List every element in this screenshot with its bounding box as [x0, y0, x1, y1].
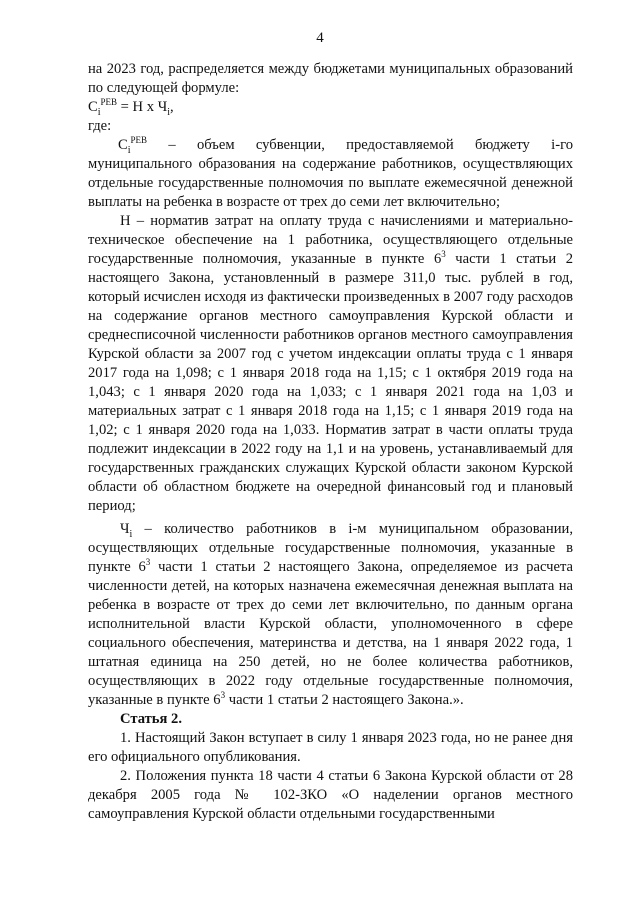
- definition-c: [88, 136, 573, 212]
- def-ch-part3: части 1 статьи 2 настоящего Закона.».: [225, 692, 464, 708]
- where-label: где:: [88, 118, 112, 134]
- def-n-part2: части 1 статьи 2 настоящего Закона, установленный в размере 311,0 тыс. рублей в год, который исчислен исходя из фактически произведенных в 2007 году расходов на содержание органов местного самоуправления Курской области и среднесписочной численности работников органов местного самоуправления Курской области за 2007 год с учетом индексации оплаты труда с 1 января 2017 года на 1,098; с 1 января 2018 года на 1,15; с 1 октября 2019 года на 1,043; с 1 января 2020 года на 1,033; с 1 января 2021 года на 1,03 и материальных затрат с 1 января 2018 года на 1,15; с 1 января 2019 года на 1,02; с 1 января 2020 года на 1,033. Норматив затрат в части оплаты труда подлежит индексации в 2022 году на 1,1 и на уровень, устанавливаемый для государственных гражданских служащих Курской области законом Курской области об областном бюджете на очередной финансовый год и плановый период;: [88, 251, 573, 514]
- formula: [88, 98, 573, 117]
- document-body: [88, 60, 573, 824]
- article-paragraph: 2. Положения пункта 18 части 4 статьи 6 Закона Курской области от 28 декабря 2005 года № 102-ЗКО «О наделении органов местного самоуправления Курской области отдельными государственными: [88, 768, 573, 822]
- formula-rhs: = Н х Ч: [117, 99, 168, 115]
- def-n-part1: Н – норматив затрат на оплату труда с начислениями и материально-техническое обеспечение на 1 работника, осуществляющего отдельные государственные полномочия, указанные в пункте 6: [88, 213, 573, 267]
- formula-lhs-sup: РЕВ: [100, 97, 118, 108]
- def-ch-sub: i: [129, 528, 133, 540]
- def-ch-part1: – количество работников в i-м муниципальном образовании, осуществляющих отдельные государственные полномочия, указанные в пункте 6: [88, 521, 573, 575]
- article-paragraph: 1. Настоящий Закон вступает в силу 1 января 2023 года, но не ранее дня его официального опубликования.: [88, 730, 573, 765]
- formula-lhs-base: C: [88, 99, 98, 115]
- formula-tail: ,: [169, 99, 174, 115]
- def-c-sub: i: [127, 144, 131, 156]
- definition-n: [88, 212, 573, 516]
- def-c-symbol: C: [118, 137, 128, 153]
- def-c-sup: РЕВ: [130, 135, 148, 146]
- formula-lhs-sub: i: [97, 106, 101, 118]
- def-ch-sup1: 3: [145, 557, 151, 568]
- def-ch-symbol: Ч: [120, 521, 130, 537]
- definition-ch: [88, 520, 573, 710]
- def-n-sup: 3: [441, 249, 446, 260]
- def-ch-sup2: 3: [220, 690, 226, 701]
- intro-paragraph: на 2023 год, распределяется между бюджетами муниципальных образований по следующей формуле:: [88, 61, 573, 96]
- def-c-text: – объем субвенции, предоставляемой бюджету i-го муниципального образования на содержание работников, осуществляющих отдельные государственные полномочия по выплате ежемесячной денежной выплаты на ребенка в возрасте от трех до семи лет включительно;: [88, 137, 573, 210]
- def-ch-part2: части 1 статьи 2 настоящего Закона, определяемое из расчета численности детей, на которых назначена ежемесячная денежная выплата на ребенка в возрасте от трех до семи лет включительно, по данным органа исполнительной власти Курской области, уполномоченного в сфере социального обеспечения, материнства и детства, на 1 января 2022 года, 1 штатная единица на 250 детей, но не более количества работников, осуществляющих в 2022 году отдельные государственные полномочия, указанные в пункте 6: [88, 559, 573, 708]
- article-title: Статья 2.: [120, 711, 182, 727]
- page-number: 4: [316, 30, 324, 46]
- formula-rhs-sub: i: [167, 106, 170, 118]
